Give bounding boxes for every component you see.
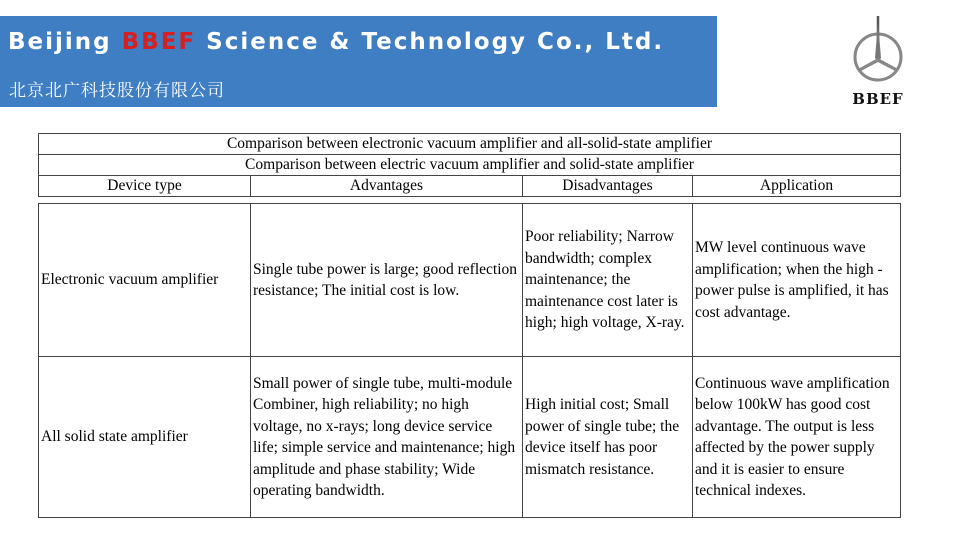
advantages-cell: Single tube power is large; good reflection resistance; The initial cost is low. <box>251 204 523 357</box>
application-cell: Continuous wave amplification below 100kW has good cost advantage. The output is less affected by the power supply and it is easier to ensure technical indexes. <box>693 357 901 518</box>
device-cell: Electronic vacuum amplifier <box>39 204 251 357</box>
company-banner <box>0 16 717 107</box>
comparison-table <box>38 133 901 518</box>
table-subtitle: Comparison between electric vacuum amplifier and solid-state amplifier <box>39 155 901 176</box>
company-logo <box>838 14 918 106</box>
table-title: Comparison between electronic vacuum amplifier and all-solid-state amplifier <box>39 134 901 155</box>
table-row <box>39 204 901 357</box>
column-header-row <box>39 176 901 197</box>
application-cell: MW level continuous wave amplification; when the high -power pulse is amplified, it has cost advantage. <box>693 204 901 357</box>
disadvantages-cell: Poor reliability; Narrow bandwidth; complex maintenance; the maintenance cost later is high; high voltage, X-ray. <box>523 204 693 357</box>
device-cell: All solid state amplifier <box>39 357 251 518</box>
company-name-cn: 北京北广科技股份有限公司 <box>9 81 225 101</box>
column-header-advantages: Advantages <box>251 176 523 197</box>
column-header-disadvantages: Disadvantages <box>523 176 693 197</box>
company-name-suffix: Science & Technology Co., Ltd. <box>196 29 665 55</box>
company-name-prefix: Beijing <box>8 29 122 55</box>
table-row <box>39 357 901 518</box>
company-brand: BBEF <box>121 29 197 55</box>
company-name-en <box>8 29 664 55</box>
star-logo-icon <box>848 14 908 84</box>
advantages-cell: Small power of single tube, multi-module Combiner, high reliability; no high voltage, no x-rays; long device service life; simple service and maintenance; high amplitude and phase stability; Wide operating bandwidth. <box>251 357 523 518</box>
disadvantages-cell: High initial cost; Small power of single tube; the device itself has poor mismatch resistance. <box>523 357 693 518</box>
logo-text: BBEF <box>852 90 904 108</box>
column-header-application: Application <box>693 176 901 197</box>
column-header-device: Device type <box>39 176 251 197</box>
